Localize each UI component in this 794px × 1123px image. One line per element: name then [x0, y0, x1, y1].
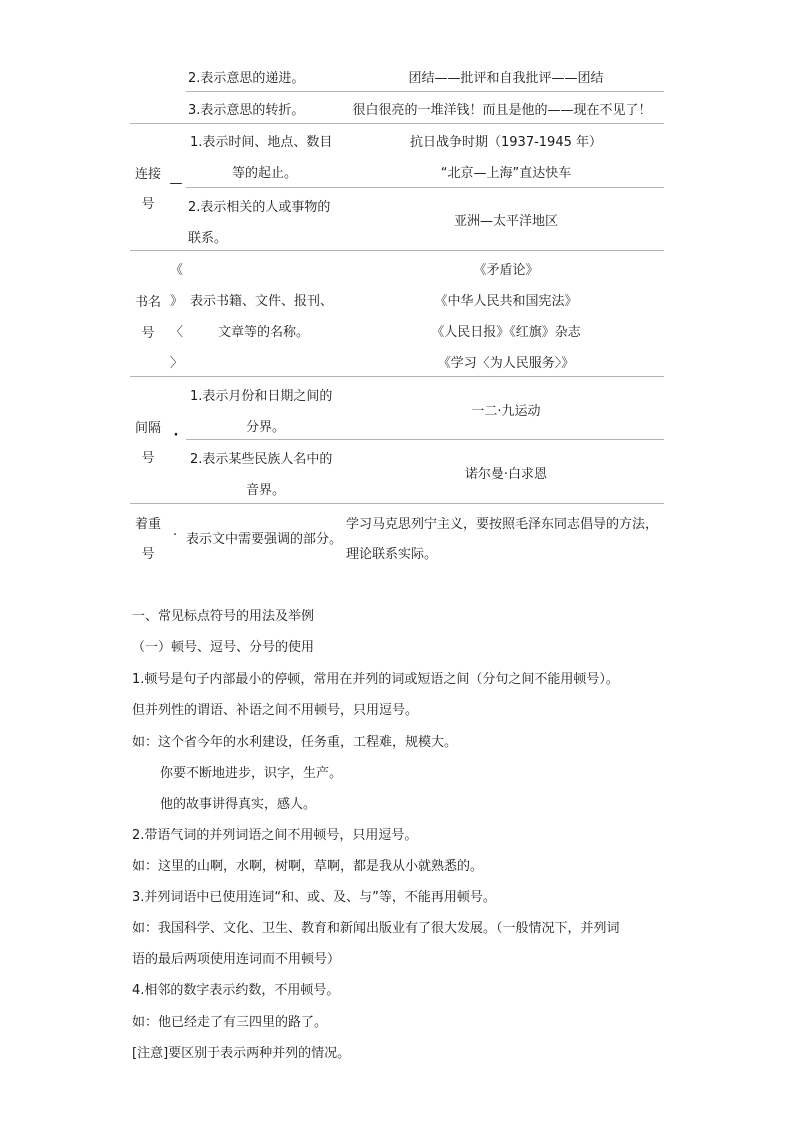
shuming-example-2: 《中华人民共和国宪法》 — [434, 294, 578, 309]
body-line: 3.并列词语中已使用连词“和、或、及、与”等，不能再用顿号。 — [132, 890, 496, 905]
lianjie-example-2: 亚洲—太平洋地区 — [453, 214, 558, 229]
shuming-usage-b: 文章等的名称。 — [218, 325, 310, 340]
body-line: 如：他已经走了有三四里的路了。 — [132, 1015, 328, 1030]
row-divider — [186, 91, 664, 92]
lianjie-name-line2: 号 — [141, 197, 155, 212]
lianjie-usage-1a: 1.表示时间、地点、数目 — [190, 135, 333, 150]
jiange-example-2: 诺尔曼·白求恩 — [464, 467, 548, 482]
row-divider — [130, 376, 664, 377]
jiange-usage-1b: 分界。 — [246, 420, 286, 435]
zhuozhong-name-line1: 着重 — [134, 517, 161, 532]
zhuozhong-example-a: 学习马克思列宁主义，要按照毛泽东同志倡导的方法， — [346, 517, 659, 532]
lianjie-name-line1: 连接 — [134, 167, 161, 182]
shuming-symbol-inner-open: 〈 — [170, 325, 184, 340]
body-line: 但并列性的谓语、补语之间不用顿号，只用逗号。 — [132, 703, 419, 718]
lianjie-usage-1b: 等的起止。 — [232, 166, 298, 181]
dash-example-3: 很白很亮的一堆洋钱！而且是他的——现在不见了！ — [352, 103, 652, 118]
body-line: 语的最后两项使用连词而不用顿号） — [132, 952, 341, 967]
zhuozhong-usage: 表示文中需要强调的部分。 — [186, 532, 343, 547]
body-line: 如：这个省今年的水利建设，任务重，工程难，规模大。 — [132, 735, 458, 750]
body-line: 如：我国科学、文化、卫生、教育和新闻出版业有了很大发展。（一般情况下，并列词 — [132, 921, 620, 936]
lianjie-symbol: — — [169, 176, 183, 191]
jiange-name-line1: 间隔 — [134, 421, 161, 436]
row-divider — [130, 250, 664, 251]
shuming-example-1: 《矛盾论》 — [473, 263, 539, 278]
body-line: 你要不断地进步，识字，生产。 — [160, 766, 343, 781]
row-divider — [130, 123, 664, 124]
lianjie-usage-2a: 2.表示相关的人或事物的 — [188, 200, 331, 215]
zhuozhong-example-b: 理论联系实际。 — [346, 547, 438, 562]
section-heading: 一、常见标点符号的用法及举例 — [132, 609, 315, 624]
jiange-usage-1a: 1.表示月份和日期之间的 — [190, 389, 333, 404]
jiange-name-line2: 号 — [141, 451, 155, 466]
sub-heading: （一）顿号、逗号、分号的使用 — [132, 640, 315, 655]
lianjie-example-1b: “北京—上海”直达快车 — [440, 166, 572, 181]
jiange-usage-2a: 2.表示某些民族人名中的 — [190, 452, 333, 467]
body-line: [注意]要区别于表示两种并列的情况。 — [132, 1046, 351, 1061]
body-line: 1.顿号是句子内部最小的停顿，常用在并列的词或短语之间（分句之间不能用顿号）。 — [132, 672, 619, 687]
shuming-name-line2: 号 — [141, 326, 155, 341]
dash-usage-3: 3.表示意思的转折。 — [188, 103, 305, 118]
row-divider — [186, 439, 664, 440]
shuming-example-4: 《学习〈为人民服务〉》 — [437, 356, 575, 371]
lianjie-example-1a: 抗日战争时期（1937-1945 年） — [410, 135, 602, 150]
dash-usage-2: 2.表示意思的递进。 — [188, 71, 305, 86]
body-line: 如：这里的山啊，水啊，树啊，草啊，都是我从小就熟悉的。 — [132, 859, 484, 874]
zhuozhong-symbol: . — [173, 524, 178, 539]
zhuozhong-name-line2: 号 — [141, 547, 155, 562]
body-line: 2.带语气词的并列词语之间不用顿号，只用逗号。 — [132, 828, 418, 843]
shuming-usage-a: 表示书籍、文件、报刊、 — [190, 294, 334, 309]
shuming-symbol-open: 《 — [170, 263, 184, 278]
shuming-symbol-close: 》 — [170, 294, 184, 309]
jiange-example-1: 一二·九运动 — [471, 404, 541, 419]
body-line: 4.相邻的数字表示约数，不用顿号。 — [132, 983, 340, 998]
shuming-name-line1: 书名 — [134, 295, 161, 310]
shuming-symbol-inner-close: 〉 — [170, 356, 184, 371]
row-divider — [186, 187, 664, 188]
shuming-example-3: 《人民日报》《红旗》杂志 — [431, 325, 581, 340]
body-line: 他的故事讲得真实，感人。 — [160, 797, 317, 812]
lianjie-usage-2b: 联系。 — [188, 231, 228, 246]
dash-example-2: 团结——批评和自我批评——团结 — [408, 71, 604, 86]
jiange-symbol: · — [173, 428, 179, 443]
jiange-usage-2b: 音界。 — [246, 483, 286, 498]
row-divider — [130, 503, 664, 504]
